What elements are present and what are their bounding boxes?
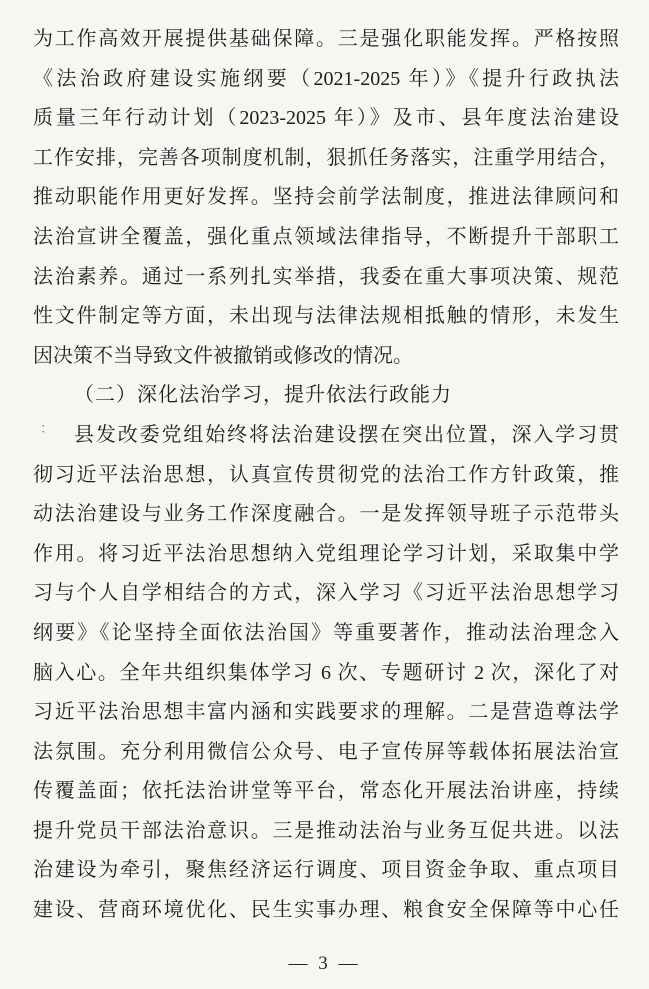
paragraph-line: 法氛围。充分利用微信公众号、电子宣传屏等载体拓展法治宣 <box>33 740 619 763</box>
paragraph-line: 县发改委党组始终将法治建设摆在突出位置，深入学习贯 <box>74 423 619 446</box>
paragraph-line: 习与个人自学相结合的方式，深入学习《习近平法治思想学习 <box>33 582 619 605</box>
paragraph-line: 提升党员干部法治意识。三是推动法治与业务互促共进。以法 <box>33 819 619 842</box>
body-text-block <box>33 20 619 931</box>
margin-colon-mark: ： <box>40 422 54 437</box>
page-number: — 3 — <box>288 953 361 974</box>
paragraph-line: 习近平法治思想丰富内涵和实践要求的理解。二是营造尊法学 <box>33 701 619 724</box>
paragraph-line: 作用。将习近平法治思想纳入党组理论学习计划，采取集中学 <box>33 542 619 565</box>
paragraph-line: 因决策不当导致文件被撤销或修改的情况。 <box>33 344 413 367</box>
paragraph-line: 质量三年行动计划（2023-2025 年）》及市、县年度法治建设 <box>33 107 619 130</box>
paragraph-line: 性文件制定等方面，未出现与法律法规相抵触的情形，未发生 <box>33 305 619 328</box>
paragraph-line: 推动职能作用更好发挥。坚持会前学法制度，推进法律顾问和 <box>33 186 619 209</box>
paragraph-line: 法治素养。通过一系列扎实举措，我委在重大事项决策、规范 <box>33 265 619 288</box>
paragraph-line: 传覆盖面；依托法治讲堂等平台，常态化开展法治讲座，持续 <box>33 780 619 803</box>
paragraph-line: 工作安排，完善各项制度机制，狠抓任务落实，注重学用结合， <box>33 146 619 169</box>
paragraph-line: 《法治政府建设实施纲要（2021-2025 年）》《提升行政执法 <box>33 67 619 90</box>
section-heading: （二）深化法治学习，提升依法行政能力 <box>74 384 452 407</box>
paragraph-line: 建设、营商环境优化、民生实事办理、粮食安全保障等中心任 <box>33 899 619 922</box>
paragraph-line: 脑入心。全年共组织集体学习 6 次、专题研讨 2 次，深化了对 <box>33 661 619 684</box>
paragraph-line: 为工作高效开展提供基础保障。三是强化职能发挥。严格按照 <box>33 28 619 50</box>
paragraph-line: 动法治建设与业务工作深度融合。一是发挥领导班子示范带头 <box>33 503 619 526</box>
paragraph-line: 彻习近平法治思想，认真宣传贯彻党的法治工作方针政策，推 <box>33 463 619 486</box>
paragraph-line: 纲要》《论坚持全面依法治国》等重要著作，推动法治理念入 <box>33 621 619 644</box>
paragraph-line: 法治宣讲全覆盖，强化重点领域法律指导，不断提升干部职工 <box>33 225 619 248</box>
paragraph-line: 治建设为牵引，聚焦经济运行调度、项目资金争取、重点项目 <box>33 859 619 882</box>
